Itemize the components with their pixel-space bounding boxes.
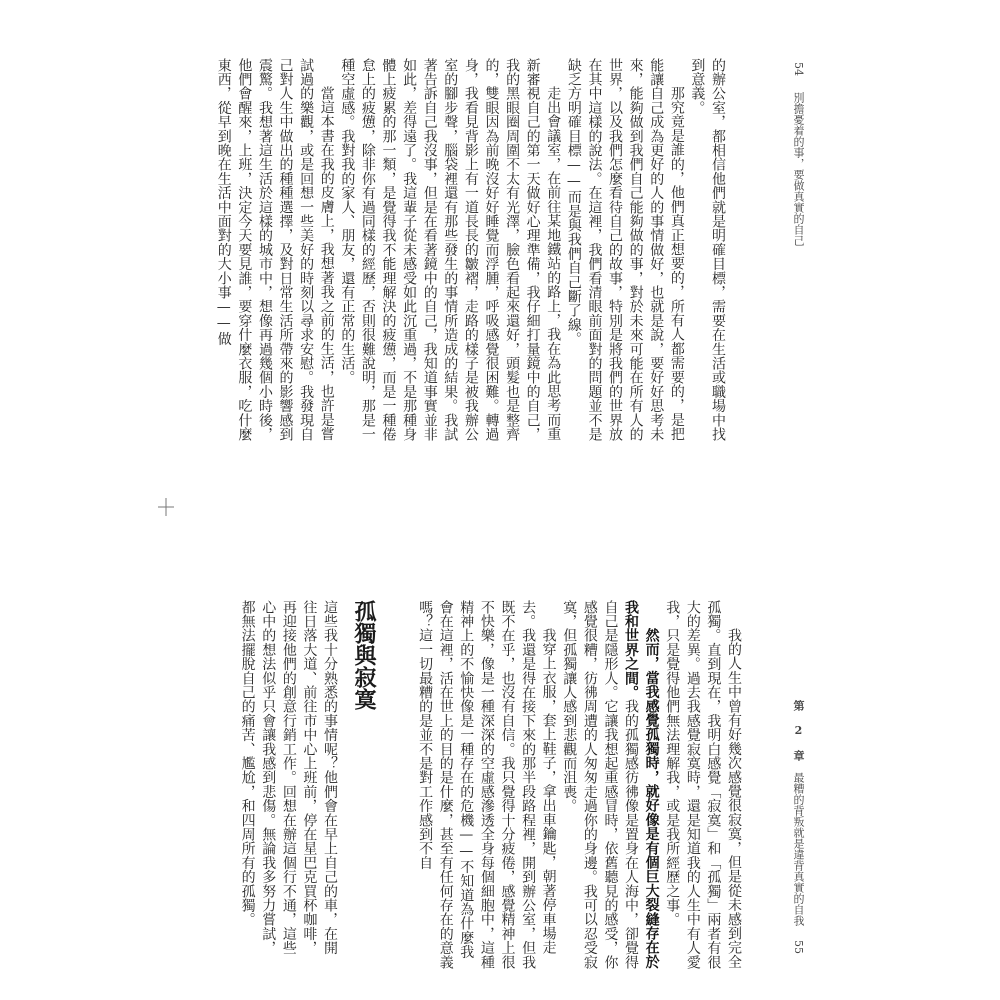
section-title: 孤獨與寂寞	[351, 600, 377, 710]
chapter-label: 第 2 章	[792, 700, 805, 761]
page-54-body	[215, 58, 728, 446]
page-55-intro	[239, 600, 340, 962]
paragraph-with-emphasis	[559, 600, 662, 970]
paragraph: 走出會議室，在前往某地鐵站的路上，我在為此思考而重新審視自己的第一天做好心理準備，我仔細打量鏡中的自己，我的黑眼圈周圍不太有光澤，臉色看起來還好，頭髮也是整齊的，雙眼因為前晚沒好好睡覺而浮腫，呼吸感覺很困難。轉過身，我看見背影上有一道長長的皺褶，走路的樣子是被我辦公室的腳步聲，腦袋裡還有那些發生的事情所造成的結果。我試著告訴自己我沒事，但是在看著鏡中的自己，我知道事實並非如此，差得遠了。我這輩子從未感受如此沉重過，不是那種身體上疲累的那一類，是覺得我不能理解決的疲憊，而是一種倦怠上的疲憊，除非你有過同樣的經歷，否則很難說明，那是一種空虛感。我對我的家人、朋友，還有正常的生活。	[339, 58, 562, 442]
page-55-body	[398, 600, 744, 970]
paragraph: 這些我十分熟悉的事情呢？他們會在早上自己的車，在開往日落大道、前往市中心上班前，停在星巴克買杯咖啡，再迎接他們的創意行銷工作。回想在辦這個行不通，這些心中的想法似乎只會讓我感到悲傷。無論我多努力嘗試，都無法擺脫自己的痛苦、尷尬，和四周所有的孤獨。	[239, 600, 338, 955]
paragraph: 我穿上衣服，套上鞋子，拿出車鑰匙，朝著停車場走去。我還是得在接下來的那半段路程裡，開到辦公室，但我既不在乎，也沒有自信。我只覺得十分疲倦，感覺精神上很不快樂，像是一種深深的空虛感滲透全身每個細胞中，這種精神上的不愉快像是一種存在的危機——不知道為什麼我會在這裡，活在世上的目的是什麼，甚至有任何存在的意義嗎？這一切最糟的是並不是對工作感到不自	[417, 600, 557, 970]
emphasis-text: 然而，當我感覺孤獨時，就好像是有個巨大裂縫存在於我和世界之間。	[623, 600, 660, 969]
running-header	[790, 700, 806, 926]
chapter-title: 最糟的背叛就是違背真實的自我	[792, 772, 805, 926]
paragraph: 當這本書在我的皮膚上，我想著我之前的生活，也許是嘗試過的樂觀，或是回想一些美好的時刻以尋求安慰。我發現自己對人生中做出的種種選擇，及對日常生活所帶來的影響感到震驚。我想著這生活於這樣的城市中，想像再過幾個小時後，他們會醒來，上班，決定今天要見誰，要穿什麼衣服，吃什麼東西，從早到晚在生活中面對的大小事——做	[215, 58, 335, 442]
running-header: 別擔憂着的事，要做真實的自己	[792, 92, 805, 246]
paragraph-text: 我的孤獨感彷彿像是置身在人海中，卻覺得自己是隱形人。它讓我想起重感冒時，依舊聽見的感受，你感覺很糟，彷彿周遭的人匆匆走過你的身邊。我可以忍受寂寞，但孤獨讓人感到悲觀而沮喪。	[561, 600, 640, 970]
paragraph: 我的人生中曾有好幾次感覺很寂寞，但是從未感到完全孤獨。直到現在，我明白感覺「寂寞」和「孤獨」兩者有很大的差異。過去我感覺寂寞時，還是知道我的人生中有人愛我，只是覺得他們無法理解我，或是我所經歷之事。	[664, 600, 742, 970]
page-number: 54	[792, 62, 805, 76]
page-number: 55	[792, 940, 805, 954]
paragraph: 那究竟是誰的，他們真正想要的，所有人都需要的，是把能讓自己成為更好的人的事情做好，也就是說，要好好思考未來，能夠做到我們自己能夠做的事，對於未來可能在所有人的世界，以及我們怎麼看待自己的故事，特別是將我們的世界放在其中這樣的說法。在這裡，我們看清眼前面對的問題並不是缺乏方明確目標——而是與我們自己斷了線。	[565, 58, 685, 442]
page-55	[0, 500, 1000, 1000]
paragraph: 的辦公室，都相信他們就是明確目標，需要在生活或職場中找到意義。	[689, 58, 726, 442]
